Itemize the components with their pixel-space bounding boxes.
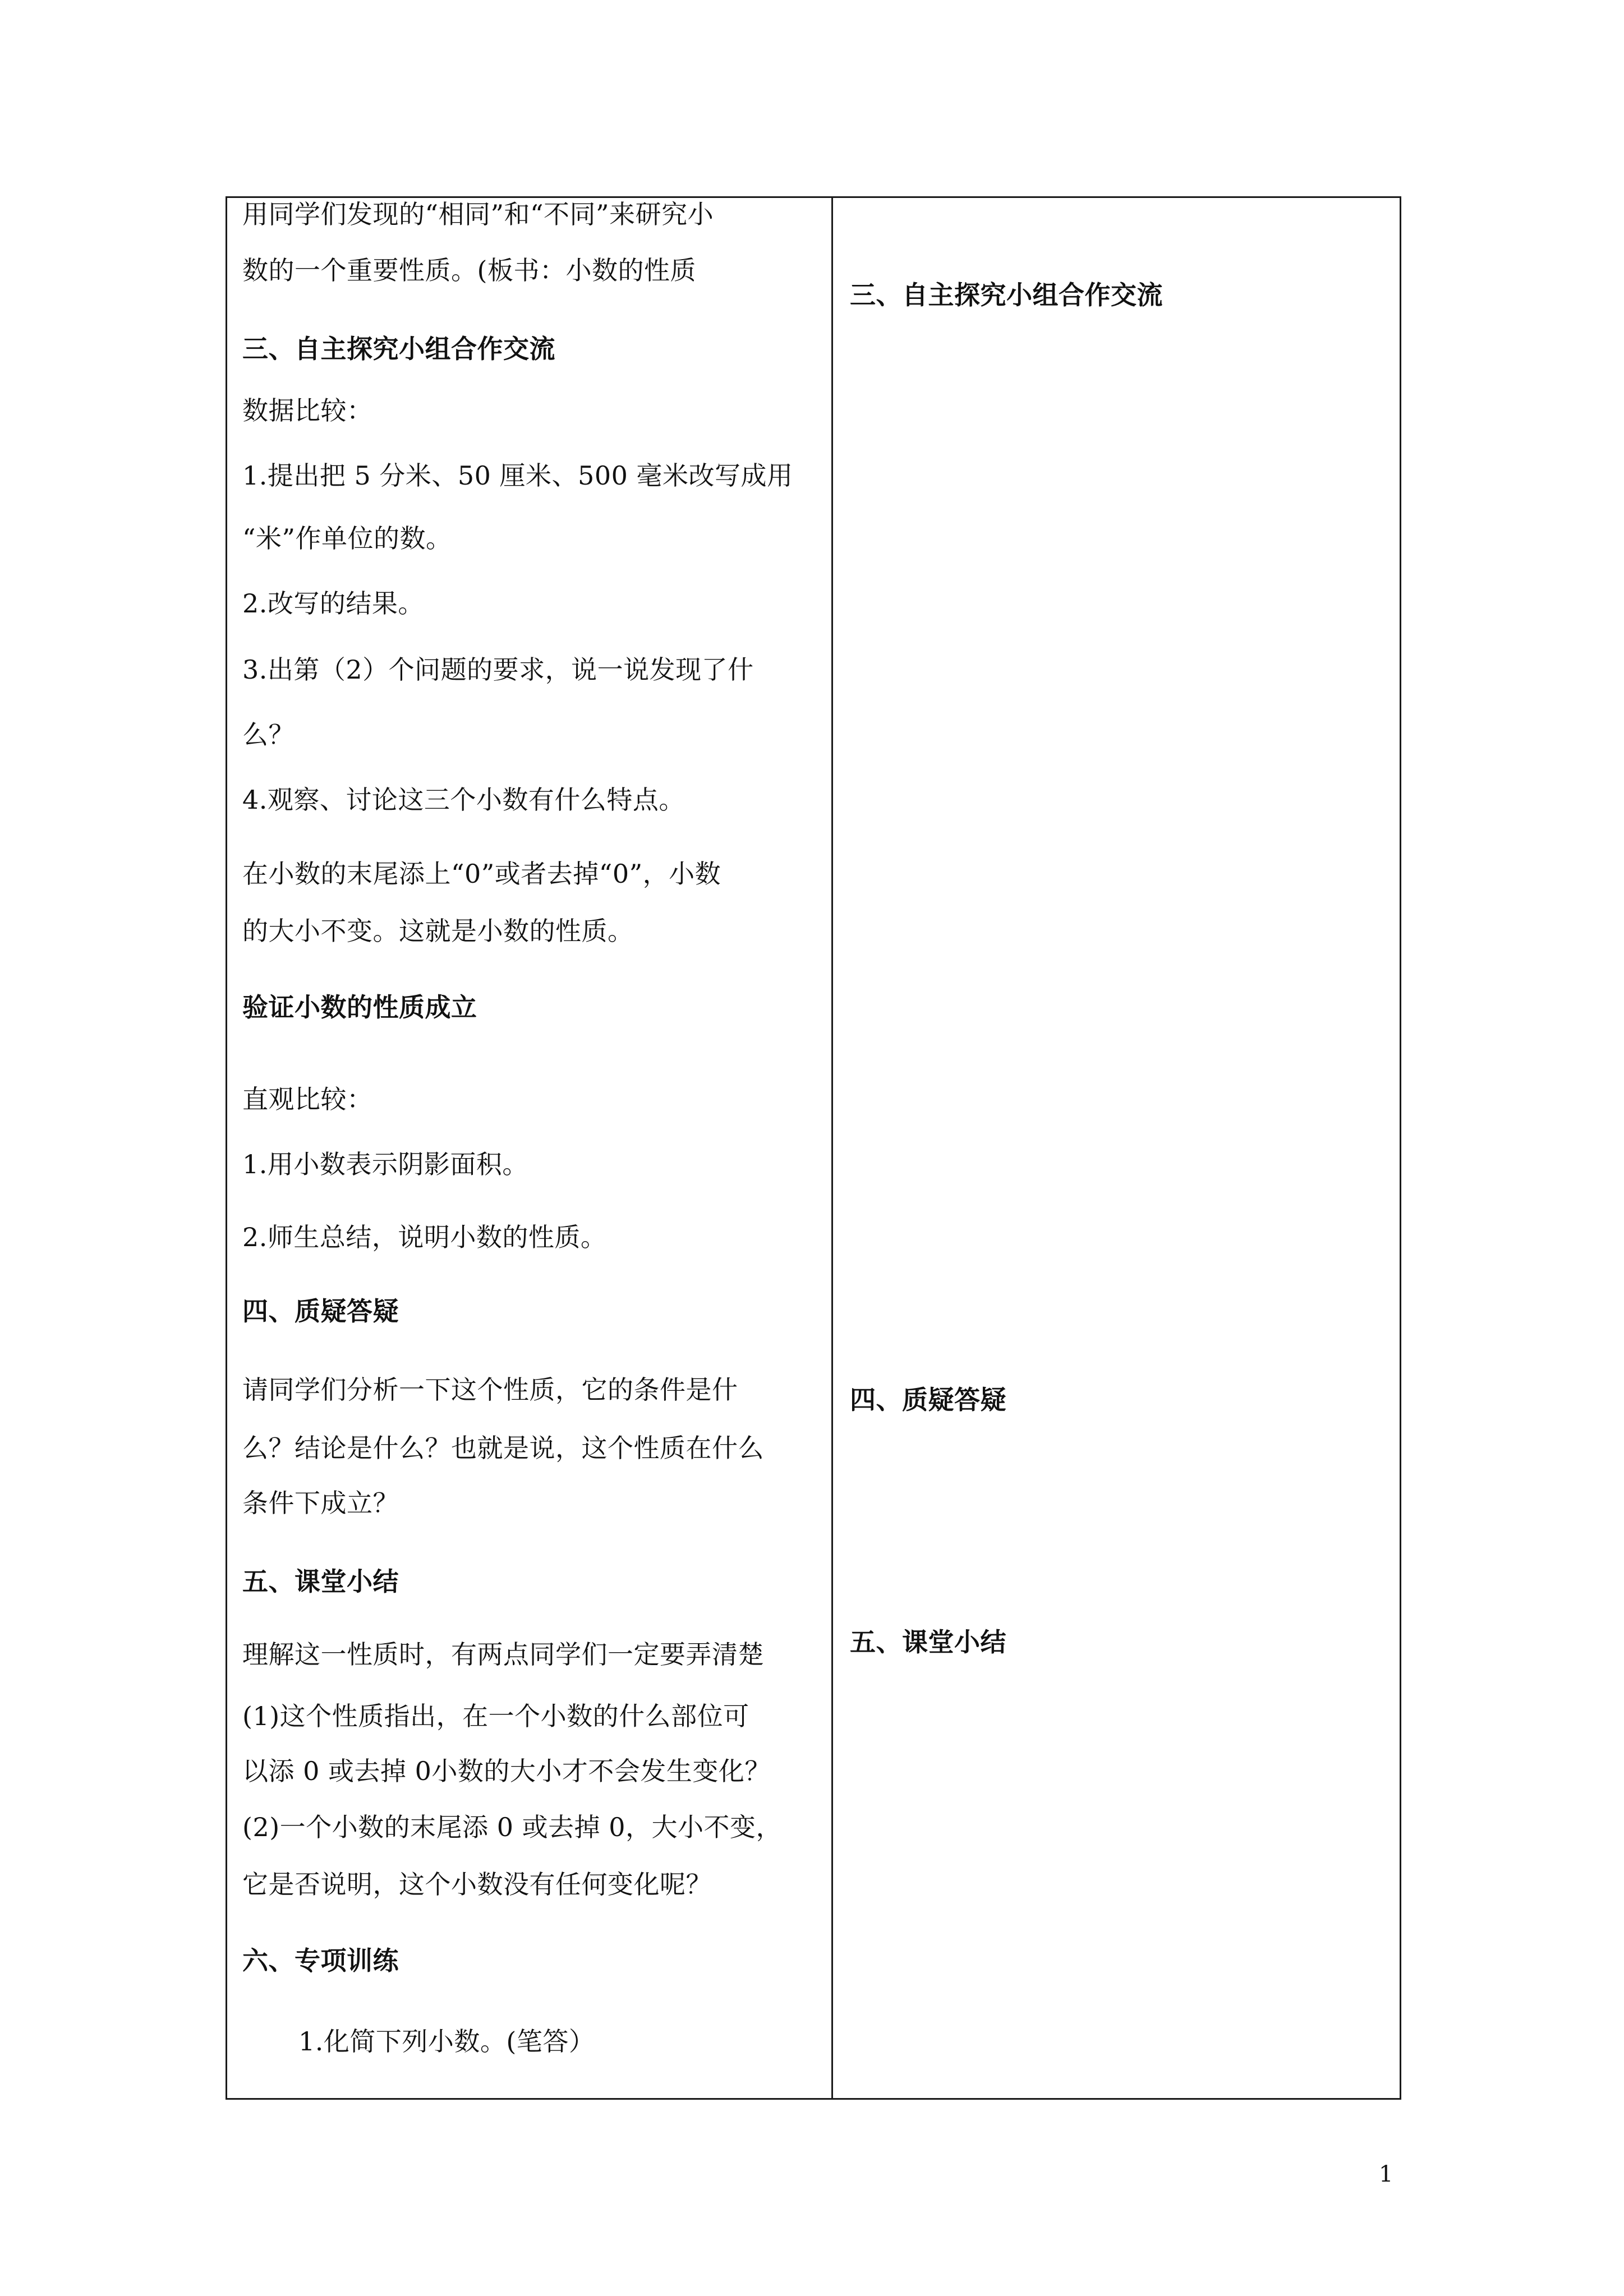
section-heading: 三、自主探究小组合作交流 (242, 334, 555, 364)
left-text-line: 的大小不变。这就是小数的性质。 (242, 916, 634, 946)
left-text-line: 2.师生总结，说明小数的性质。 (242, 1222, 607, 1252)
left-text-line: 1.用小数表示阴影面积。 (242, 1149, 528, 1179)
left-text-line: 条件下成立？ (242, 1488, 399, 1518)
left-text-line: 1.提出把 5 分米、50 厘米、500 毫米改写成用 (242, 460, 793, 491)
right-section-heading: 五、课堂小结 (850, 1627, 1006, 1657)
left-text-line: 3.出第（2）个问题的要求，说一说发现了什 (242, 654, 754, 685)
left-text-line: 用同学们发现的“相同”和“不同”来研究小 (242, 199, 714, 229)
left-text-line: 数的一个重要性质。(板书：小数的性质 (242, 255, 696, 285)
left-text-line: 以添 0 或去掉 0小数的大小才不会发生变化？ (242, 1756, 771, 1786)
left-text-line: 理解这一性质时，有两点同学们一定要弄清楚 (242, 1639, 764, 1670)
left-text-line: 么？ (242, 720, 295, 750)
left-text-line: (2)一个小数的末尾添 0 或去掉 0，大小不变， (242, 1812, 783, 1842)
left-text-line: 数据比较： (242, 395, 373, 426)
left-text-line: 在小数的末尾添上“0”或者去掉“0”，小数 (242, 859, 721, 889)
left-text-line: 么？结论是什么？也就是说，这个性质在什么 (242, 1433, 764, 1463)
left-text-line: 2.改写的结果。 (242, 588, 424, 619)
left-text-line: “米”作单位的数。 (242, 523, 452, 554)
column-divider (831, 196, 833, 2100)
left-text-line: 4.观察、讨论这三个小数有什么特点。 (242, 785, 685, 815)
page-number: 1 (1379, 2161, 1393, 2187)
section-heading: 四、质疑答疑 (242, 1296, 399, 1326)
right-section-heading: 四、质疑答疑 (850, 1385, 1006, 1415)
left-text-line: 它是否说明，这个小数没有任何变化呢？ (242, 1869, 712, 1899)
section-heading: 五、课堂小结 (242, 1566, 399, 1597)
left-text-line: 1.化简下列小数。(笔答） (298, 2026, 595, 2057)
section-heading: 验证小数的性质成立 (242, 992, 477, 1022)
left-text-line: 直观比较： (242, 1084, 373, 1114)
right-section-heading: 三、自主探究小组合作交流 (850, 280, 1163, 310)
left-text-line: 请同学们分析一下这个性质，它的条件是什 (242, 1375, 738, 1405)
section-heading: 六、专项训练 (242, 1945, 399, 1976)
left-text-line: (1)这个性质指出，在一个小数的什么部位可 (242, 1701, 749, 1731)
